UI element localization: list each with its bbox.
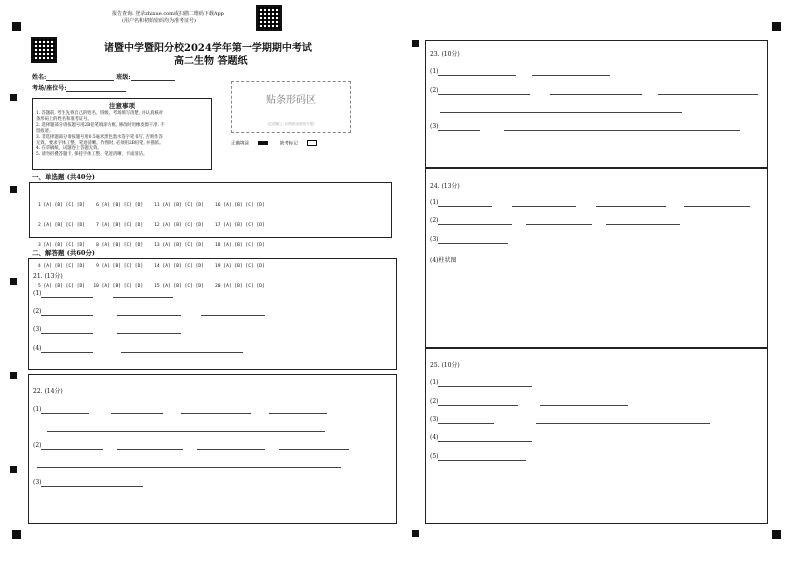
question-label: (2) (430, 398, 439, 405)
question-label: (2) (430, 217, 439, 224)
question-label: 21. (13分) (33, 273, 63, 280)
answer-blank[interactable] (438, 441, 532, 442)
bar-chart-label: (4)柱状图 (430, 257, 457, 264)
question-label: (1) (430, 199, 439, 206)
q24-box[interactable] (425, 168, 768, 348)
answer-blank[interactable] (117, 449, 183, 450)
answer-blank[interactable] (440, 112, 682, 113)
corner-mark-bl (12, 530, 21, 539)
page-subtitle: 高二生物 答题纸 (174, 56, 248, 67)
answer-blank[interactable] (606, 224, 680, 225)
center-mark (412, 530, 419, 537)
mc-row: 5 [A] [B] [C] [D] 10 [A] [B] [C] [D] 15 [A] [B] [C] [D] 20 [A] [B] [C] [D] (38, 284, 265, 290)
answer-blank[interactable] (438, 423, 494, 424)
answer-blank[interactable] (41, 315, 93, 316)
answer-blank[interactable] (438, 94, 530, 95)
mc-row: 2 [A] [B] [C] [D] 7 [A] [B] [C] [D] 12 [A] [B] [C] [D] 17 [A] [B] [C] [D] (38, 222, 265, 228)
exam-room-field[interactable]: 考场/座位号: (32, 83, 126, 92)
question-label: (3) (33, 326, 42, 333)
answer-blank[interactable] (658, 94, 758, 95)
answer-blank[interactable] (438, 75, 516, 76)
answer-blank[interactable] (684, 206, 750, 207)
question-label: (5) (430, 453, 439, 460)
side-mark (10, 278, 17, 285)
section-title-mc: 一、单选题 (共40分) (32, 173, 95, 181)
answer-blank[interactable] (117, 315, 181, 316)
q22-box[interactable] (28, 374, 397, 524)
question-label: 24. (13分) (430, 183, 460, 190)
answer-blank[interactable] (438, 405, 518, 406)
answer-blank[interactable] (41, 449, 103, 450)
answer-blank[interactable] (197, 449, 265, 450)
question-label: (2) (33, 442, 42, 449)
answer-blank[interactable] (181, 413, 251, 414)
question-label: (3) (430, 123, 439, 130)
corner-mark-tl (12, 22, 21, 31)
qr-code-icon (256, 5, 282, 31)
side-mark (10, 372, 17, 379)
answer-blank[interactable] (41, 297, 93, 298)
report-notice-sub: (用户名和初始密码均为准考证号) (122, 18, 196, 24)
q25-box[interactable] (425, 348, 768, 524)
answer-blank[interactable] (540, 405, 628, 406)
question-label: (4) (33, 345, 42, 352)
answer-blank[interactable] (438, 224, 512, 225)
notes-box: 注意事项 1. 答题前, 考生先将自己的姓名、班级、考场填写清楚, 并认真核对 条形码上的姓名和准考证号。 2. 选择题部分请按题号用2B铅笔填涂方框, 修改时用橡皮擦干净, 不 留痕迹。 3. 非选择题部分请按题号用0.5毫米黑色墨水签字笔书写, 否则作答 无效。要求字体工整、笔迹清晰。作图时, 必须用2B铅笔, 并描浓。 4. 在草稿纸、试题卷上答题无效。 5. 请勿折叠答题卡, 保持字体工整、笔迹清晰、卡面清洁。 (32, 98, 212, 170)
corner-mark-br (772, 530, 781, 539)
barcode-area: 贴条形码区 (正面朝上, 切勿贴出虚线方框) (231, 81, 351, 133)
side-mark (10, 186, 17, 193)
question-label: (1) (430, 379, 439, 386)
answer-blank[interactable] (536, 423, 710, 424)
answer-blank[interactable] (201, 315, 265, 316)
answer-blank[interactable] (438, 206, 492, 207)
question-label: 25. (10分) (430, 362, 460, 369)
q21-box[interactable] (28, 258, 397, 370)
answer-blank[interactable] (532, 75, 610, 76)
answer-blank[interactable] (438, 460, 526, 461)
side-mark (10, 94, 17, 101)
answer-blank[interactable] (113, 297, 173, 298)
answer-blank[interactable] (41, 352, 93, 353)
answer-blank[interactable] (111, 413, 163, 414)
corner-mark-tr (772, 22, 781, 31)
answer-blank[interactable] (550, 94, 642, 95)
section-title-free: 二、解答题 (共60分) (32, 249, 95, 257)
mc-row: 1 [A] [B] [C] [D] 6 [A] [B] [C] [D] 11 [A] [B] [C] [D] 16 [A] [B] [C] [D] (38, 202, 265, 208)
question-label: (1) (430, 68, 439, 75)
question-label: (1) (33, 406, 42, 413)
answer-blank[interactable] (596, 206, 666, 207)
answer-blank[interactable] (117, 333, 181, 334)
report-notice: 报告查询: 登录zhixue.com或扫描二维码下载App (112, 11, 224, 17)
answer-blank[interactable] (438, 243, 508, 244)
question-label: (3) (430, 236, 439, 243)
question-label: (4) (430, 434, 439, 441)
q23-box[interactable] (425, 40, 768, 168)
answer-blank[interactable] (512, 206, 576, 207)
answer-blank[interactable] (41, 486, 143, 487)
question-label: (3) (430, 416, 439, 423)
answer-blank[interactable] (47, 431, 325, 432)
answer-blank[interactable] (279, 449, 349, 450)
page-title: 诸暨中学暨阳分校2024学年第一学期期中考试 (104, 43, 312, 54)
answer-blank[interactable] (121, 352, 243, 353)
answer-blank[interactable] (438, 130, 480, 131)
qr-code-icon (31, 37, 57, 63)
fill-sample: 正确填涂 缺考标记 (231, 140, 351, 147)
answer-blank[interactable] (269, 413, 327, 414)
answer-blank[interactable] (438, 386, 532, 387)
question-label: 22. (14分) (33, 388, 63, 395)
question-label: (2) (430, 87, 439, 94)
answer-blank[interactable] (41, 333, 93, 334)
answer-blank[interactable] (526, 224, 592, 225)
answer-blank[interactable] (37, 467, 341, 468)
side-mark (10, 466, 17, 473)
answer-blank[interactable] (504, 130, 740, 131)
question-label: (2) (33, 308, 42, 315)
name-field[interactable]: 姓名: 班级: (32, 72, 175, 81)
question-label: (3) (33, 479, 42, 486)
mc-row: 3 [A] [B] [C] [D] 8 [A] [B] [C] [D] 13 [A] [B] [C] [D] 18 [A] [B] [C] [D] (38, 243, 265, 249)
question-label: (1) (33, 290, 42, 297)
center-mark (412, 40, 419, 47)
answer-blank[interactable] (41, 413, 89, 414)
question-label: 23. (10分) (430, 51, 460, 58)
mc-row: 4 [A] [B] [C] [D] 9 [A] [B] [C] [D] 14 [A] [B] [C] [D] 19 [A] [B] [C] [D] (38, 263, 265, 269)
